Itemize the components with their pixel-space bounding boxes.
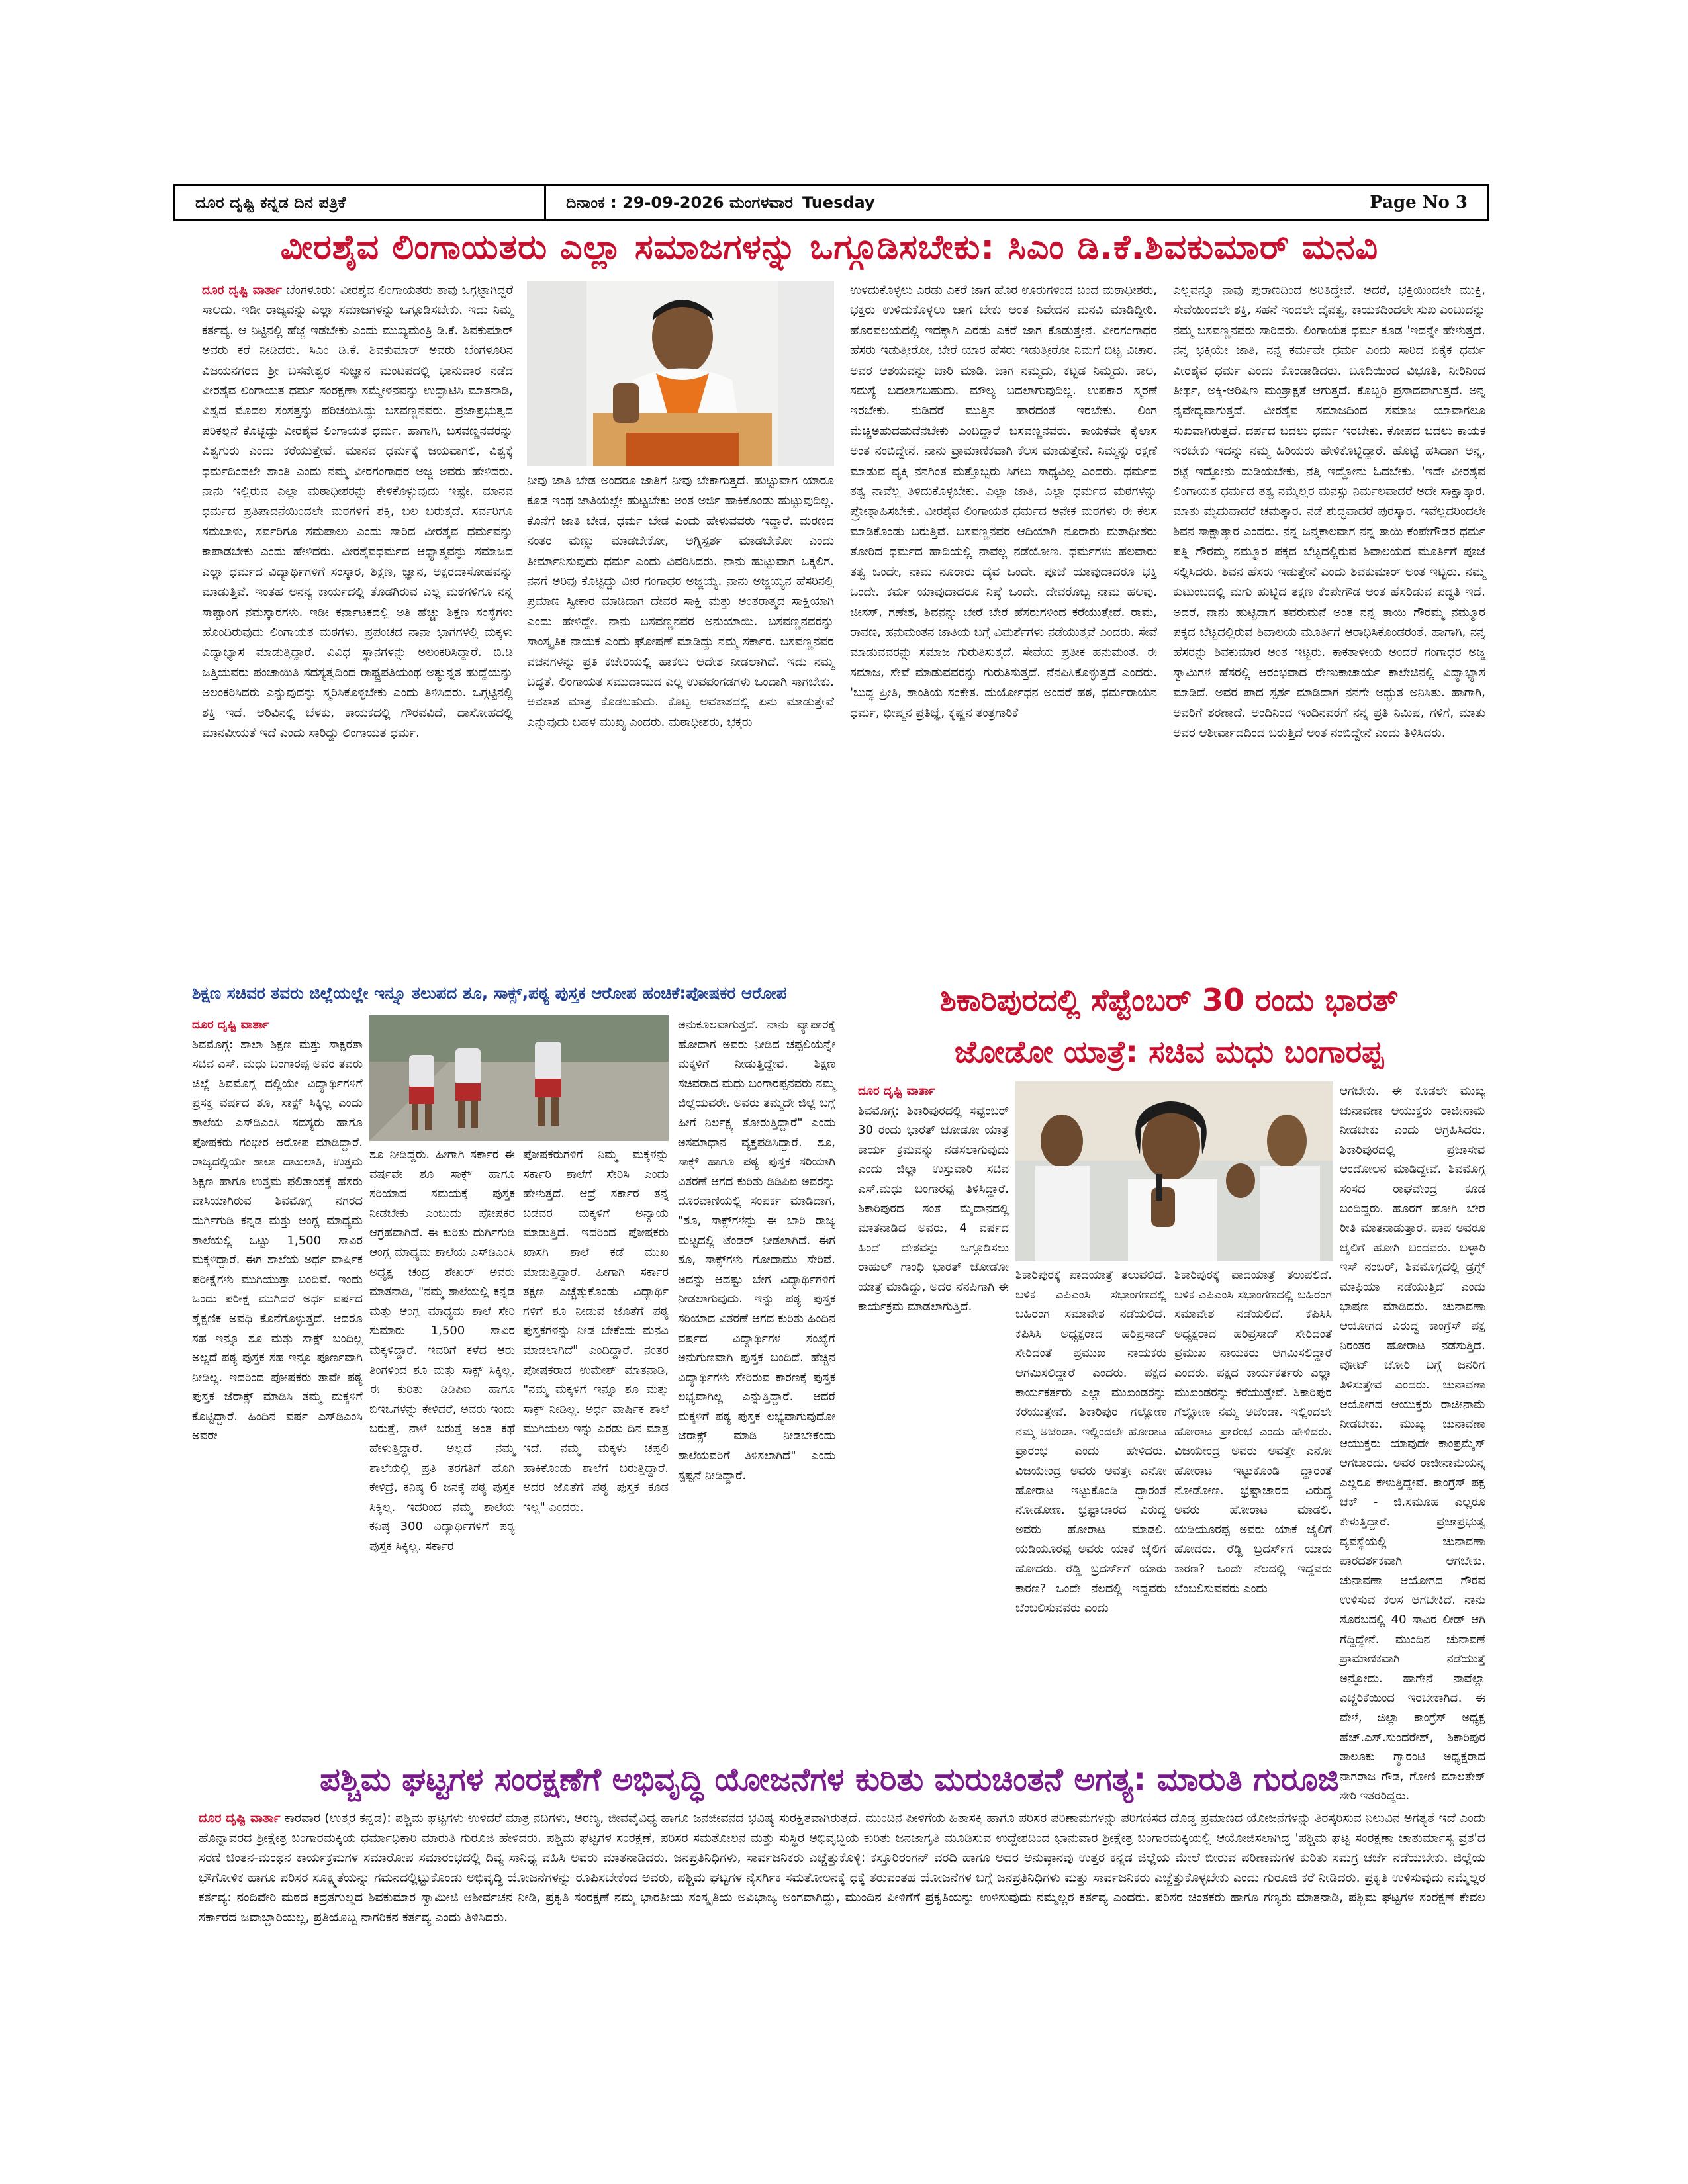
story3-column-1 xyxy=(1015,1265,1166,1750)
story2-photo-children xyxy=(369,1015,669,1141)
speaker-image xyxy=(527,281,834,466)
story1-column-1 xyxy=(202,281,513,973)
story1-column-3 xyxy=(850,281,1157,973)
masthead xyxy=(173,184,1489,221)
children-walking-image xyxy=(369,1015,669,1141)
page-number: Page No 3 xyxy=(1370,193,1468,212)
story2-text-3: ಪೋಷಕರುಗಳಿಗೆ ನಿಮ್ಮ ಮಕ್ಕಳನ್ನು ಸರ್ಕಾರಿ ಶಾಲೆಗೆ ಸೇರಿಸಿ ಎಂದು ಹೇಳುತ್ತದೆ. ಆದ್ರೆ ಸರ್ಕಾರ ತನ್ನ ಬಡವರ ಮಕ್ಕಳಿಗೆ ಅನ್ಯಾಯ ಮಾಡುತ್ತಿದೆ. ಇದರಿಂದ ಪೋಷಕರು ಖಾಸಗಿ ಶಾಲೆ ಕಡೆ ಮುಖ ಮಾಡುತ್ತಿದ್ದಾರೆ. ಹೀಗಾಗಿ ಸರ್ಕಾರ ತಕ್ಷಣ ಎಚ್ಚೆತ್ತುಕೊಂಡು ವಿದ್ಯಾರ್ಥಿ ಗಳಿಗೆ ಶೂ ನೀಡುವ ಜೊತೆಗೆ ಪಠ್ಯ ಪುಸ್ತಕಗಳನ್ನು ನೀಡ ಬೇಕೆಂದು ಮನವಿ ಮಾಡಲಾಗಿದೆ" ಎಂದಿದ್ದಾರೆ. ನಂತರ ಪೋಷಕರಾದ ಉಮೇಶ್ ಮಾತನಾಡಿ, "ನಮ್ಮ ಮಕ್ಕಳಿಗೆ ಇನ್ನೂ ಶೂ ಮತ್ತು ಸಾಕ್ಸ್ ನೀಡಿಲ್ಲ. ಅರ್ಧ ವಾರ್ಷಿಕ ಶಾಲೆ ಮುಗಿಯಲು ಇನ್ನು ಎರಡು ದಿನ ಮಾತ್ರ ಇದೆ. ನಮ್ಮ ಮಕ್ಕಳು ಚಪ್ಪಲಿ ಹಾಕಿಕೊಂಡು ಶಾಲೆಗೆ ಬರುತ್ತಿದ್ದಾರೆ. ಅದರ ಜೊತೆಗೆ ಪಠ್ಯ ಪುಸ್ತಕ ಕೂಡ ಇಲ್ಲ" ಎಂದರು. xyxy=(523,1148,669,1514)
story4-text: ಕಾರವಾರ (ಉತ್ತರ ಕನ್ನಡ): ಪಶ್ಚಿಮ ಘಟ್ಟಗಳು ಉಳಿದರೆ ಮಾತ್ರ ನದಿಗಳು, ಅರಣ್ಯ, ಜೀವವೈವಿಧ್ಯ ಹಾಗೂ ಜನಜೀವನದ ಭವಿಷ್ಯ ಸುರಕ್ಷಿತವಾಗಿರುತ್ತದೆ. ಮುಂದಿನ ಪೀಳಿಗೆಯ ಹಿತಾಸಕ್ತಿ ಹಾಗೂ ಪರಿಸರ ಪರಿಣಾಮಗಳನ್ನು ಪರಿಗಣಿಸದ ದೊಡ್ಡ ಪ್ರಮಾಣದ ಯೋಜನೆಗಳನ್ನು ತಿರಸ್ಕರಿಸುವ ನಿಲುವಿನ ಅಗತ್ಯತೆ ಇದೆ ಎಂದು ಹೊನ್ನಾವರದ ಶ್ರೀಕ್ಷೇತ್ರ ಬಂಗಾರಮಕ್ಕಿಯ ಧರ್ಮಾಧಿಕಾರಿ ಮಾರುತಿ ಗುರೂಜಿ ಹೇಳಿದರು. ಪಶ್ಚಿಮ ಘಟ್ಟಗಳ ಸಂರಕ್ಷಣೆ, ಪರಿಸರ ಸಮತೋಲನ ಮತ್ತು ಸುಸ್ಥಿರ ಅಭಿವೃದ್ಧಿಯ ಕುರಿತು ಜನಜಾಗೃತಿ ಮೂಡಿಸುವ ಉದ್ದೇಶದಿಂದ ಭಾನುವಾರ ಶ್ರೀಕ್ಷೇತ್ರ ಬಂಗಾರಮಕ್ಕಿಯಲ್ಲಿ ಆಯೋಜಿಸಲಾಗಿದ್ದ 'ಪಶ್ಚಿಮ ಘಟ್ಟ ಸಂರಕ್ಷಣಾ ಚಾತುರ್ಮಾಸ್ಯ ವ್ರತ'ದ ಸರಣಿ ಚಿಂತನ-ಮಂಥನ ಕಾರ್ಯಕ್ರಮಗಳ ಸಮಾರೋಪ ಸಮಾರಂಭದಲ್ಲಿ ದಿವ್ಯ ಸಾನಿಧ್ಯ ವಹಿಸಿ ಅವರು ಮಾತನಾಡಿದರು. ಜನಪ್ರತಿನಿಧಿಗಳು, ಸಾರ್ವಜನಿಕರು ಎಚ್ಚೆತ್ತುಕೊಳ್ಳಿ: ಕಸ್ತೂರಿರಂಗನ್ ವರದಿ ಹಾಗೂ ಅದರ ಅನುಷ್ಠಾನವು ಉತ್ತರ ಕನ್ನಡ ಜಿಲ್ಲೆಯ ಮೇಲೆ ಬೀರುವ ಪರಿಣಾಮಗಳ ಕುರಿತು ಸಮಗ್ರ ಚರ್ಚೆ ನಡೆಯಬೇಕು. ಜಿಲ್ಲೆಯ ಭೌಗೋಳಿಕ ಹಾಗೂ ಪರಿಸರ ಸೂಕ್ಷ್ಮತೆಯನ್ನು ಗಮನದಲ್ಲಿಟ್ಟುಕೊಂಡು ಅಭಿವೃದ್ಧಿ ಯೋಜನೆಗಳನ್ನು ರೂಪಿಸಬೇಕೆಂದ ಅವರು, ಪಶ್ಚಿಮ ಘಟ್ಟಗಳ ನೈಸರ್ಗಿಕ ಸಮತೋಲನಕ್ಕೆ ಧಕ್ಕೆ ತರುವಂತಹ ಯೋಜನೆಗಳ ಬಗ್ಗೆ ಜನಪ್ರತಿನಿಧಿಗಳು ಮತ್ತು ಸಾರ್ವಜನಿಕರು ಎಚ್ಚೆತ್ತುಕೊಳ್ಳಬೇಕು ಎಂದು ಗುರೂಜಿ ಕರೆ ನೀಡಿದರು. ಪ್ರಕೃತಿ ಉಳಿಸುವುದು ನಮ್ಮೆಲ್ಲರ ಕರ್ತವ್ಯ: ನಂದಿವೇರಿ ಮಠದ ಕದ್ರತಗುಲ್ಡದ ಶಿವಕುಮಾರ ಸ್ವಾಮೀಜಿ ಆಶೀರ್ವಚನ ನೀಡಿ, ಪ್ರಕೃತಿ ಸಂರಕ್ಷಣೆ ನಮ್ಮ ಭಾರತೀಯ ಸಂಸ್ಕೃತಿಯ ಅವಿಭಾಜ್ಯ ಅಂಗವಾಗಿದ್ದು, ಮುಂದಿನ ಪೀಳಿಗೆಗೆ ಪ್ರಕೃತಿಯನ್ನು ಉಳಿಸುವುದು ನಮ್ಮೆಲ್ಲರ ಕರ್ತವ್ಯ ಎಂದರು. ಪರಿಸರ ಚಿಂತಕರು ಹಾಗೂ ಗಣ್ಯರು ಮಾತನಾಡಿ, ಪಶ್ಚಿಮ ಘಟ್ಟಗಳ ಸಂರಕ್ಷಣೆ ಕೇವಲ ಸರ್ಕಾರದ ಜವಾಬ್ದಾರಿಯಲ್ಲ, ಪ್ರತಿಯೊಬ್ಬ ನಾಗರಿಕನ ಕರ್ತವ್ಯ ಎಂದು ತಿಳಿಸಿದರು. xyxy=(199,1811,1485,1925)
story3-text-1b: ಶಿಕಾರಿಪುರಕ್ಕೆ ಪಾದಯಾತ್ರೆ ತಲುಪಲಿದೆ. ಬಳಿಕ ಎಪಿಎಂಸಿ ಸಭಾಂಗಣದಲ್ಲಿ ಬಹಿರಂಗ ಸಮಾವೇಶ ನಡೆಯಲಿದೆ. ಕೆಪಿಸಿಸಿ ಅಧ್ಯಕ್ಷರಾದ ಹರಿಪ್ರಸಾದ್ ಸೇರಿದಂತೆ ಪ್ರಮುಖ ನಾಯಕರು ಆಗಮಿಸಲಿದ್ದಾರೆ ಎಂದರು. ಪಕ್ಷದ ಕಾರ್ಯಕರ್ತರು ಎಲ್ಲಾ ಮುಖಂಡರನ್ನು ಕರೆಯುತ್ತೇವೆ. ಶಿಕಾರಿಪುರ ಗೆಲ್ಲೋಣ ನಮ್ಮ ಅಜೆಂಡಾ. ಇಲ್ಲಿಂದಲೇ ಹೋರಾಟ ಪ್ರಾರಂಭ ಎಂದು ಹೇಳಿದರು. ವಿಜಯೇಂದ್ರ ಅವರು ಅವತ್ತೇ ಎನೋ ಹೋರಾಟ ಇಟ್ಟುಕೊಂಡಿ ದ್ದಾರಂತೆ ನೋಡೋಣ. ಭ್ರಷ್ಟಾಚಾರದ ವಿರುದ್ಧ ಅವರು ಹೋರಾಟ ಮಾಡಲಿ. ಯಡಿಯೂರಪ್ಪ ಅವರು ಯಾಕೆ ಜೈಲಿಗೆ ಹೋದರು. ರೆಡ್ಡಿ ಬ್ರದರ್ಸ್‌ಗೆ ಯಾರು ಕಾರಣ? ಒಂದೇ ನೆಲದಲ್ಲಿ ಇದ್ದವರು ಬೆಂಬಲಿಸುವವರು ಎಂದು xyxy=(1174,1268,1332,1596)
story2-column-1 xyxy=(192,1015,363,1750)
story4-headline: ಪಶ್ಚಿಮ ಘಟ್ಟಗಳ ಸಂರಕ್ಷಣೆಗೆ ಅಭಿವೃದ್ಧಿ ಯೋಜನೆಗಳ ಕುರಿತು ಮರುಚಿಂತನೆ ಅಗತ್ಯ: ಮಾರುತಿ ಗುರೂಜಿ xyxy=(320,1761,1339,1798)
story3-text-2: ಆಗಬೇಕು. ಈ ಕೂಡಲೇ ಮುಖ್ಯ ಚುನಾವಣಾ ಆಯುಕ್ತರು ರಾಜೀನಾಮೆ ನೀಡಬೇಕು ಎಂದು ಆಗ್ರಹಿಸಿದರು. ಶಿಕಾರಿಪುರದಲ್ಲಿ ಪ್ರಜಾಸೇವೆ ಆಂದೋಲನ ಮಾಡಿದ್ದೇವೆ. ಶಿವಮೊಗ್ಗ ಸಂಸದ ರಾಘವೇಂದ್ರ ಕೂಡ ಬಂದಿದ್ದರು. ಹೊರಗೆ ಹೋಗಿ ಬೇರೆ ರೀತಿ ಮಾತನಾಡುತ್ತಾರೆ. ಪಾಪ ಅವರೂ ಜೈಲಿಗೆ ಹೋಗಿ ಬಂದವರು. ಬಳ್ಳಾರಿ ಇಸ್ ನಂಬರ್, ಶಿವಮೊಗ್ಗದಲ್ಲಿ ಡ್ರಗ್ಸ್ ಮಾಫಿಯಾ ನಡೆಯುತ್ತಿದೆ ಎಂದು ಭಾಷಣ ಮಾಡಿದರು. ಚುನಾವಣಾ ಆಯೋಗದ ವಿರುದ್ಧ ಕಾಂಗ್ರೆಸ್ ಪಕ್ಷ ನಿರಂತರ ಹೋರಾಟ ನಡೆಸುತ್ತಿದೆ. ವೋಟ್ ಚೋರಿ ಬಗ್ಗೆ ಜನರಿಗೆ ತಿಳಿಸುತ್ತೇವೆ ಎಂದರು. ಚುನಾವಣಾ ಆಯೋಗದ ಆಯುಕ್ತರು ರಾಜೀನಾಮೆ ನೀಡಬೇಕು. ಮುಖ್ಯ ಚುನಾವಣಾ ಆಯುಕ್ತರು ಯಾವುದೇ ಕಾಂಪ್ರಮೈಸ್ ಆಗಬಾರದು. ಅವರ ರಾಜೀನಾಮೆಯನ್ನ ಎಲ್ಲರೂ ಕೇಳುತ್ತಿದ್ದೇವೆ. ಕಾಂಗ್ರೆಸ್ ಪಕ್ಷ ಚೆಕ್ - ಜಿ.ಸಮೂಹ ಎಲ್ಲರೂ ಕೇಳುತ್ತಿದ್ದಾರೆ. ಪ್ರಜಾಪ್ರಭುತ್ವ ವ್ಯವಸ್ಥೆಯಲ್ಲಿ ಚುನಾವಣಾ ಪಾರದರ್ಶಕವಾಗಿ ಆಗಬೇಕು. ಚುನಾವಣಾ ಆಯೋಗದ ಗೌರವ ಉಳಿಸುವ ಕೆಲಸ ಆಗಬೇಕಿದೆ. ನಾನು ಸೊರಬದಲ್ಲಿ 40 ಸಾವಿರ ಲೀಡ್ ಆಗಿ ಗೆದ್ದಿದ್ದೇನೆ. ಮುಂದಿನ ಚುನಾವಣೆ ಪ್ರಾಮಾಣಿಕವಾಗಿ ನಡೆಯುತ್ತೆ ಅನ್ನೋದು. ಹಾಗೇನೆ ನಾವೆಲ್ಲಾ ಎಚ್ಚರಿಕೆಯಿಂದ ಇರಬೇಕಾಗಿದೆ. ಈ ವೇಳೆ, ಜಿಲ್ಲಾ ಕಾಂಗ್ರೆಸ್ ಅಧ್ಯಕ್ಷ ಹೆಚ್.ಎಸ್.ಸುಂದರೇಶ್, ಶಿಕಾರಿಪುರ ತಾಲೂಕು ಗ್ಯಾರಂಟಿ ಅಧ್ಯಕ್ಷರಾದ ನಾಗರಾಜ ಗೌಡ, ಗೋಣಿ ಮಾಲತೇಶ್ ಸೇರಿ ಇತರರಿದ್ದರು. xyxy=(1340,1084,1485,1803)
story2-headline: ಶಿಕ್ಷಣ ಸಚಿವರ ತವರು ಜಿಲ್ಲೆಯಲ್ಲೇ ಇನ್ನೂ ತಲುಪದ ಶೂ, ಸಾಕ್ಸ್,ಪಠ್ಯ ಪುಸ್ತಕ ಆರೋಪ ಹಂಚಿಕೆ:ಪೋಷಕರ ಆರೋಪ xyxy=(192,983,787,1003)
story3-text-1: ಶಿಕಾರಿಪುರಕ್ಕೆ ಪಾದಯಾತ್ರೆ ತಲುಪಲಿದೆ. ಬಳಿಕ ಎಪಿಎಂಸಿ ಸಭಾಂಗಣದಲ್ಲಿ ಬಹಿರಂಗ ಸಮಾವೇಶ ನಡೆಯಲಿದೆ. ಕೆಪಿಸಿಸಿ ಅಧ್ಯಕ್ಷರಾದ ಹರಿಪ್ರಸಾದ್ ಸೇರಿದಂತೆ ಪ್ರಮುಖ ನಾಯಕರು ಆಗಮಿಸಲಿದ್ದಾರೆ ಎಂದರು. ಪಕ್ಷದ ಕಾರ್ಯಕರ್ತರು ಎಲ್ಲಾ ಮುಖಂಡರನ್ನು ಕರೆಯುತ್ತೇವೆ. ಶಿಕಾರಿಪುರ ಗೆಲ್ಲೋಣ ನಮ್ಮ ಅಜೆಂಡಾ. ಇಲ್ಲಿಂದಲೇ ಹೋರಾಟ ಪ್ರಾರಂಭ ಎಂದು ಹೇಳಿದರು. ವಿಜಯೇಂದ್ರ ಅವರು ಅವತ್ತೇ ಎನೋ ಹೋರಾಟ ಇಟ್ಟುಕೊಂಡಿ ದ್ದಾರಂತೆ ನೋಡೋಣ. ಭ್ರಷ್ಟಾಚಾರದ ವಿರುದ್ಧ ಅವರು ಹೋರಾಟ ಮಾಡಲಿ. ಯಡಿಯೂರಪ್ಪ ಅವರು ಯಾಕೆ ಜೈಲಿಗೆ ಹೋದರು. ರೆಡ್ಡಿ ಬ್ರದರ್ಸ್‌ಗೆ ಯಾರು ಕಾರಣ? ಒಂದೇ ನೆಲದಲ್ಲಿ ಇದ್ದವರು ಬೆಂಬಲಿಸುವವರು ಎಂದು xyxy=(1015,1268,1166,1615)
story1-text-4: ಎಲ್ಲವನ್ನೂ ನಾವು ಪುರಾಣದಿಂದ ಅರಿತಿದ್ದೇವೆ. ಅದರೆ, ಭಕ್ತಿಯಿಂದಲೇ ಮುಕ್ತಿ, ಸೇವೆಯಿಂದಲೇ ಶಕ್ತಿ, ಸಹನೆ ಇಂದಲೇ ದೈವತ್ವ, ಕಾಯಕದಿಂದಲೇ ಸುಖ ಎಂಬುದನ್ನು ನಮ್ಮ ಬಸವಣ್ಣನವರು ಸಾರಿದರು. ಲಿಂಗಾಯತ ಧರ್ಮ ಕೂಡ 'ಇದನ್ನೇ ಹೇಳುತ್ತದೆ. ನನ್ನ ಭಕ್ತಿಯೇ ಜಾತಿ, ನನ್ನ ಕರ್ಮವೇ ಧರ್ಮ ಎಂದು ಸಾರಿದ ಏಕೈಕ ಧರ್ಮ ವೀರಶೈವ ಧರ್ಮ ಎಂದು ಕೊಂಡಾಡಿದರು. ಬೂದಿಯಿಂದ ವಿಭೂತಿ, ನೀರಿನಿಂದ ತೀರ್ಥ, ಅಕ್ಕಿ-ಅರಿಷಿಣ ಮಂತ್ರಾಕ್ಷತೆ ಆಗುತ್ತದೆ. ಕೊಬ್ಬರಿ ಪ್ರಸಾದವಾಗುತ್ತದೆ. ಅನ್ನ ನೈವೇದ್ಯವಾಗುತ್ತದೆ. ವೀರಶೈವ ಸಮಾಜದಿಂದ ಸಮಾಜ ಯಾವಾಗಲೂ ಸುಖವಾಗಿರುತ್ತದೆ. ದರ್ಪದ ಬದಲು ಧರ್ಮ ಇರಬೇಕು. ಕೋಪದ ಬದಲು ಕಾಯಕ ಇರಬೇಕು ಇದನ್ನು ನಮ್ಮ ಹಿರಿಯರು ಹೇಳಿಕೊಟ್ಟಿದ್ದಾರೆ. ಹೊಟ್ಟೆ ಹಸಿದಾಗ ಅನ್ನ, ರಟ್ಟೆ ಇದ್ದೋನು ದುಡಿಯಬೇಕು, ನೆತ್ತಿ ಇದ್ದೋನು ಓದಬೇಕು. 'ಇದೇ ವೀರಶೈವ ಲಿಂಗಾಯತ ಧರ್ಮದ ತತ್ವ ನಮ್ಮೆಲ್ಲರ ಮನಸ್ಸು ನಿರ್ಮಲವಾದರೆ ಅದೇ ಸಾಕ್ಷಾತ್ಕಾರ. ಮಾತು ಮೃದುವಾದರೆ ಚಮತ್ಕಾರ. ನಡೆ ಶುದ್ಧವಾದರೆ ಪುರಸ್ಕಾರ. ಇವೆಲ್ಲದರಿಂದಲೇ ಶಿವನ ಸಾಕ್ಷಾತ್ಕಾರ ಎಂದರು. ನನ್ನ ಜನ್ಮಕಾಲವಾಗ ನನ್ನ ತಾಯಿ ಕೆಂಪೇಗೌಡರ ಧರ್ಮ ಪತ್ನಿ ಗೌರಮ್ಮ ನಮ್ಮೂರ ಪಕ್ಕದ ಬೆಟ್ಟದಲ್ಲಿರುವ ಶಿವಾಲಯದ ಮೂರ್ತಿಗೆ ಪೂಜೆ ಸಲ್ಲಿಸಿದರು. ಶಿವನ ಹೆಸರು ಇಡುತ್ತೇನೆ ಎಂದು ಶಿವಕುಮಾರ್ ಅಂತ ಇಟ್ಟರು. ನಮ್ಮ ಕುಟುಂಬದಲ್ಲಿ ಮಗು ಹುಟ್ಟಿದ ತಕ್ಷಣ ಕೆಂಪೇಗೌಡ ಅಂತ ಹೆಸರಿಡುವ ಪದ್ಧತಿ ಇದೆ. ಅದರೆ, ನಾನು ಹುಟ್ಟಿದಾಗ ತವರುಮನೆ ಅಂತ ನನ್ನ ತಾಯಿ ಗೌರಮ್ಮ ನಮ್ಮೂರ ಪಕ್ಕದ ಬೆಟ್ಟದಲ್ಲಿರುವ ಶಿವಾಲಯ ಮೂರ್ತಿಗೆ ಆರಾಧಿಸಿಕೊಂಡರಂತೆ. ಹಾಗಾಗಿ, ನನ್ನ ಹೆಸರನ್ನು ಶಿವಕುಮಾರ ಅಂತ ಇಟ್ಟರು. ಕಾಕತಾಳೀಯ ಅಂದರೆ ಗಂಗಾಧರ ಅಜ್ಜ ಸ್ವಾಮಿಗಳ ಹೆಸರಲ್ಲಿ ಆರಂಭವಾದ ರೇಣುಕಾಚಾರ್ಯ ಕಾಲೇಜಿನಲ್ಲಿ ವಿದ್ಯಾಭ್ಯಾಸ ಮಾಡಿದೆ. ಅವರ ಪಾದ ಸ್ಪರ್ಶ ಮಾಡಿದಾಗ ನನಗೇ ಅದ್ಭುತ ಅನಿಸಿತು. ಹಾಗಾಗಿ, ಅವರಿಗೆ ಶರಣಾದೆ. ಅಂದಿನಿಂದ ಇಂದಿನವರೆಗೆ ನನ್ನ ಪ್ರತಿ ನಿಮಿಷ, ಗಳಿಗೆ, ಮಾತು ಅವರ ಆಶೀರ್ವಾದದಿಂದ ಬರುತ್ತಿದೆ ಅಂತ ನಂಬಿದ್ದೇನೆ ಎಂದು ತಿಳಿಸಿದರು. xyxy=(1173,283,1485,740)
story2-byline: ದೂರ ದೃಷ್ಟಿ ವಾರ್ತಾ xyxy=(192,1018,269,1032)
story1-byline: ದೂರ ದೃಷ್ಟಿ ವಾರ್ತಾ xyxy=(202,283,282,297)
story1-photo-speaker xyxy=(527,281,834,466)
story3-headline-line2: ಜೋಡೋ ಯಾತ್ರೆ: ಸಚಿವ ಮಧು ಬಂಗಾರಪ್ಪ xyxy=(954,1034,1384,1069)
story1-headline: ವೀರಶೈವ ಲಿಂಗಾಯತರು ಎಲ್ಲಾ ಸಮಾಜಗಳನ್ನು ಒಗ್ಗೂಡಿಸಬೇಕು: ಸಿಎಂ ಡಿ.ಕೆ.ಶಿವಕುಮಾರ್ ಮನವಿ xyxy=(280,228,1379,267)
story3-column-1b xyxy=(1174,1265,1332,1750)
story2-text-1: ಶಿವಮೊಗ್ಗ: ಶಾಲಾ ಶಿಕ್ಷಣ ಮತ್ತು ಸಾಕ್ಷರತಾ ಸಚಿವ ಎಸ್. ಮಧು ಬಂಗಾರಪ್ಪ ಅವರ ತವರು ಜಿಲ್ಲೆ ಶಿವಮೊಗ್ಗ ದಲ್ಲಿಯೇ ವಿದ್ಯಾರ್ಥಿಗಳಿಗೆ ಪ್ರಸಕ್ತ ವರ್ಷದ ಶೂ, ಸಾಕ್ಸ್ ಸಿಕ್ಕಿಲ್ಲ ಎಂದು ಶಾಲೆಯ ಎಸ್‌ಡಿಎಂಸಿ ಸದಸ್ಯರು ಹಾಗೂ ಪೋಷಕರು ಗಂಭೀರ ಆರೋಪ ಮಾಡಿದ್ದಾರೆ. ರಾಜ್ಯದಲ್ಲಿಯೇ ಶಾಲಾ ದಾಖಲಾತಿ, ಉತ್ತಮ ಶಿಕ್ಷಣ ಹಾಗೂ ಉತ್ತಮ ಫಲಿತಾಂಶಕ್ಕೆ ಹೆಸರು ವಾಸಿಯಾಗಿರುವ ಶಿವಮೊಗ್ಗ ನಗರದ ದುರ್ಗಿಗುಡಿ ಕನ್ನಡ ಮತ್ತು ಆಂಗ್ಲ ಮಾಧ್ಯಮ ಶಾಲೆಯಲ್ಲಿ ಒಟ್ಟು 1,500 ಸಾವಿರ ಮಕ್ಕಳಿದ್ದಾರೆ. ಈಗ ಶಾಲೆಯ ಅರ್ಧ ವಾರ್ಷಿಕ ಪರೀಕ್ಷೆಗಳು ಮುಗಿಯುತ್ತಾ ಬಂದಿವೆ. ಇಂದು ಒಂದು ಪರೀಕ್ಷೆ ಮುಗಿದರೆ ಅರ್ಧ ವರ್ಷದ ಶೈಕ್ಷಣಿಕ ಅವಧಿ ಕೊನೆಗೊಳ್ಳುತ್ತದೆ. ಆದರೂ ಸಹ ಇನ್ನೂ ಶೂ ಮತ್ತು ಸಾಕ್ಸ್ ಬಂದಿಲ್ಲ ಅಲ್ಲದೆ ಪಠ್ಯ ಪುಸ್ತಕ ಸಹ ಇನ್ನೂ ಪೂರ್ಣವಾಗಿ ನೀಡಿಲ್ಲ. ಇದರಿಂದ ಪೋಷಕರು ತಾವೇ ಪಠ್ಯ ಪುಸ್ತಕ ಜೆರಾಕ್ಸ್ ಮಾಡಿಸಿ ತಮ್ಮ ಮಕ್ಕಳಿಗೆ ಕೊಟ್ಟಿದ್ದಾರೆ. ಹಿಂದಿನ ವರ್ಷ ಎಸ್‌ಡಿಎಂಸಿ ಅವರೇ xyxy=(192,1037,363,1443)
story1-column-4 xyxy=(1173,281,1485,973)
story3-photo-press-meet xyxy=(1015,1081,1333,1261)
story3-column-1-top xyxy=(858,1081,1009,1373)
story1-column-2 xyxy=(527,471,834,973)
story2-column-3 xyxy=(523,1145,669,1750)
story2-text-2: ಶೂ ನೀಡಿದ್ದರು. ಹೀಗಾಗಿ ಸರ್ಕಾರ ಈ ವರ್ಷವೇ ಶೂ ಸಾಕ್ಸ್ ಹಾಗೂ ಸರಿಯಾದ ಸಮಯಕ್ಕೆ ಪುಸ್ತಕ ನೀಡಬೇಕು ಎಂಬುದು ಪೋಷಕರ ಆಗ್ರಹವಾಗಿದೆ. ಈ ಕುರಿತು ದುರ್ಗಿಗುಡಿ ಆಂಗ್ಲ ಮಾಧ್ಯಮ ಶಾಲೆಯ ಎಸ್‌ಡಿಎಂಸಿ ಅಧ್ಯಕ್ಷ ಚಂದ್ರ ಶೇಖರ್ ಅವರು ಮಾತನಾಡಿ, "ನಮ್ಮ ಶಾಲೆಯಲ್ಲಿ ಕನ್ನಡ ಮತ್ತು ಆಂಗ್ಲ ಮಾಧ್ಯಮ ಶಾಲೆ ಸೇರಿ ಸುಮಾರು 1,500 ಸಾವಿರ ಮಕ್ಕಳಿದ್ದಾರೆ. ಇವರಿಗೆ ಕಳೆದ ಆರು ತಿಂಗಳಿಂದ ಶೂ ಮತ್ತು ಸಾಕ್ಸ್ ಸಿಕ್ಕಿಲ್ಲ. ಈ ಕುರಿತು ಡಿಡಿಪಿಐ ಹಾಗೂ ಬಿಇಒಗಳನ್ನು ಕೇಳಿದರೆ, ಅವರು ಇಂದು ಬರುತ್ತೆ, ನಾಳೆ ಬರುತ್ತೆ ಅಂತ ಕಥೆ ಹೇಳುತ್ತಿದ್ದಾರೆ. ಅಲ್ಲದೆ ನಮ್ಮ ಶಾಲೆಯಲ್ಲಿ ಪ್ರತಿ ತರಗತಿಗೆ ಹೊಗಿ ಕೇಳಿದ್ರೆ, ಕನಿಷ್ಠ 6 ಜನಕ್ಕೆ ಪಠ್ಯ ಪುಸ್ತಕ ಸಿಕ್ಕಿಲ್ಲ. ಇದರಿಂದ ನಮ್ಮ ಶಾಲೆಯ ಕನಿಷ್ಠ 300 ವಿದ್ಯಾರ್ಥಿಗಳಿಗೆ ಪಠ್ಯ ಪುಸ್ತಕ ಸಿಕ್ಕಿಲ್ಲ. ಸರ್ಕಾರ xyxy=(369,1148,515,1553)
paper-name: ದೂರ ದೃಷ್ಟಿ ಕನ್ನಡ ದಿನ ಪತ್ರಿಕೆ xyxy=(175,186,546,219)
story3-byline: ದೂರ ದೃಷ್ಟಿ ವಾರ್ತಾ xyxy=(858,1084,935,1098)
story1-text-2: ನೀವು ಜಾತಿ ಬೇಡ ಅಂದರೂ ಜಾತಿಗೆ ನೀವು ಬೇಕಾಗುತ್ತದೆ. ಹುಟ್ಟುವಾಗ ಯಾರೂ ಕೂಡ ಇಂಥ ಜಾತಿಯಲ್ಲೇ ಹುಟ್ಟಬೇಕು ಅಂತ ಅರ್ಜಿ ಹಾಕಿಕೊಂಡು ಹುಟ್ಟುವುದಿಲ್ಲ. ಕೊನೆಗೆ ಜಾತಿ ಬೇಡ, ಧರ್ಮ ಬೇಡ ಎಂದು ಹೇಳುವವರು ಇದ್ದಾರೆ. ಮರಣದ ನಂತರ ಮಣ್ಣು ಮಾಡಬೇಕೋ, ಅಗ್ನಿಸ್ಪರ್ಶ ಮಾಡಬೇಕೋ ಎಂದು ತೀರ್ಮಾನಿಸುವುದು ಧರ್ಮ ಎಂದು ವಿವರಿಸಿದರು. ನಾನು ಹುಟ್ಟುವಾಗ ಒಕ್ಕಲಿಗ. ನನಗೆ ಅರಿವು ಕೊಟ್ಟಿದ್ದು ವೀರ ಗಂಗಾಧರ ಅಜ್ಜಯ್ಯ. ನಾನು ಅಜ್ಜಯ್ಯನ ಹೆಸರಿನಲ್ಲಿ ಪ್ರಮಾಣ ಸ್ವೀಕಾರ ಮಾಡಿದಾಗ ದೇವರ ಸಾಕ್ಷಿ ಮತ್ತು ಅಂತರಾತ್ಮದ ಸಾಕ್ಷಿಯಾಗಿ ಎಂದು ಹೇಳಿದ್ದೇ. ನಾನು ಬಸವಣ್ಣನವರ ಅನುಯಾಯಿ. ಬಸವಣ್ಣನವರನ್ನು ಸಾಂಸ್ಕೃತಿಕ ನಾಯಕ ಎಂದು ಘೋಷಣೆ ಮಾಡಿದ್ದು ನಮ್ಮ ಸರ್ಕಾರ. ಬಸವಣ್ಣನವರ ವಚನಗಳನ್ನು ಪ್ರತಿ ಕಚೇರಿಯಲ್ಲಿ ಹಾಕಲು ಆದೇಶ ನೀಡಲಾಗಿದೆ. ಇದು ನಮ್ಮ ಬದ್ಧತೆ. ಲಿಂಗಾಯತ ಸಮುದಾಯದ ಎಲ್ಲ ಉಪಪಂಗಡಗಳು ಒಂದಾಗಿ ಸಾಗಬೇಕು. ಅವಕಾಶ ಮಾತ್ರ ಕೊಡಬಹುದು. ಕೊಟ್ಟ ಅವಕಾಶದಲ್ಲಿ ಏನು ಮಾಡುತ್ತೇವೆ ಎನ್ನುವುದು ಬಹಳ ಮುಖ್ಯ ಎಂದರು. ಮಠಾಧೀಶರು, ಭಕ್ತರು xyxy=(527,474,834,729)
story4-body xyxy=(199,1808,1485,2000)
story3-headline-line1: ಶಿಕಾರಿಪುರದಲ್ಲಿ ಸೆಪ್ಟೆಂಬರ್ 30 ರಂದು ಭಾರತ್ xyxy=(939,982,1399,1018)
story2-column-4 xyxy=(678,1015,835,1750)
date-text: ದಿನಾಂಕ : 29-09-2026 ಮಂಗಳವಾರ xyxy=(566,193,793,212)
day-text: Tuesday xyxy=(802,193,875,212)
story2-text-4: ಅನುಕೂಲವಾಗುತ್ತದೆ. ನಾನು ವ್ಯಾಪಾರಕ್ಕೆ ಹೋದಾಗ ಅವರು ನೀಡಿದ ಚಪ್ಪಲಿಯನ್ನೇ ಮಕ್ಕಳಿಗೆ ನೀಡುತ್ತಿದ್ದೇವೆ. ಶಿಕ್ಷಣ ಸಚಿವರಾದ ಮಧು ಬಂಗಾರಪ್ಪನವರು ನಮ್ಮ ಜಿಲ್ಲೆಯವರೇ. ಅವರು ತಮ್ಮದೇ ಜಿಲ್ಲೆ ಬಗ್ಗೆ ಹೀಗೆ ನಿರ್ಲಕ್ಷ್ಯ ತೋರುತ್ತಿದ್ದಾರೆ" ಎಂದು ಅಸಮಾಧಾನ ವ್ಯಕ್ತಪಡಿಸಿದ್ದಾರೆ. ಶೂ, ಸಾಕ್ಸ್ ಹಾಗೂ ಪಠ್ಯ ಪುಸ್ತಕ ಸರಿಯಾಗಿ ವಿತರಣೆ ಆಗದ ಕುರಿತು ಡಿಡಿಪಿಐ ಅವರನ್ನು ದೂರವಾಣಿಯಲ್ಲಿ ಸಂಪರ್ಕ ಮಾಡಿದಾಗ, "ಶೂ, ಸಾಕ್ಸ್‌ಗಳನ್ನು ಈ ಬಾರಿ ರಾಜ್ಯ ಮಟ್ಟದಲ್ಲಿ ಟೆಂಡರ್ ನೀಡಲಾಗಿದೆ. ಈಗ ಶೂ, ಸಾಕ್ಸ್‌ಗಳು ಗೋದಾಮು ಸೇರಿವೆ. ಅದನ್ನು ಆದಷ್ಟು ಬೇಗ ವಿದ್ಯಾರ್ಥಿಗಳಿಗೆ ನೀಡಲಾಗುವುದು. ಇನ್ನು ಪಠ್ಯ ಪುಸ್ತಕ ಸರಿಯಾದ ವಿತರಣೆ ಆಗದ ಕುರಿತು ಹಿಂದಿನ ವರ್ಷದ ವಿದ್ಯಾರ್ಥಿಗಳ ಸಂಖ್ಯೆಗೆ ಅನುಗುಣವಾಗಿ ಪುಸ್ತಕ ಬಂದಿದೆ. ಹೆಚ್ಚಿನ ವಿದ್ಯಾರ್ಥಿಗಳು ಸೇರಿರುವ ಕಾರಣಕ್ಕೆ ಪುಸ್ತಕ ಲಭ್ಯವಾಗಿಲ್ಲ ಎನ್ನುತ್ತಿದ್ದಾರೆ. ಆದರೆ ಮಕ್ಕಳಿಗೆ ಪಠ್ಯ ಪುಸ್ತಕ ಲಭ್ಯವಾಗುವುದೋ ಜೆರಾಕ್ಸ್ ಮಾಡಿ ನೀಡಬೇಕೆಂದು ಶಾಲೆಯವರಿಗೆ ತಿಳಿಸಲಾಗಿದೆ" ಎಂದು ಸ್ಪಷ್ಟನೆ ನೀಡಿದ್ದಾರೆ. xyxy=(678,1018,835,1482)
story1-text-3: ಉಳಿದುಕೊಳ್ಳಲು ಎರಡು ಎಕರೆ ಜಾಗ ಹೊರ ಊರುಗಳಿಂದ ಬಂದ ಮಠಾಧೀಶರು, ಭಕ್ತರು ಉಳಿದುಕೊಳ್ಳಲು ಜಾಗ ಬೇಕು ಅಂತ ನಿವೇದನ ಮನವಿ ಮಾಡಿದ್ದೀರಿ. ಹೊರವಲಯದಲ್ಲಿ ಇದಕ್ಕಾಗಿ ಎರಡು ಎಕರೆ ಜಾಗ ಕೊಡುತ್ತೇನೆ. ವೀರಗಂಗಾಧರ ಹೆಸರು ಇಡುತ್ತೀರೋ, ಬೇರೆ ಯಾರ ಹೆಸರು ಇಡುತ್ತೀರೋ ನಿಮಗೆ ಬಿಟ್ಟ ವಿಚಾರ. ಅವರ ಆಶಯವನ್ನು ಜಾರಿ ಮಾಡಿ. ಜಾಗ ನಮ್ಮದು, ಕಟ್ಟಡ ನಿಮ್ಮದು. ಕಾಲ, ಸಮಸ್ಯೆ ಬದಲಾಗಬಹುದು. ಮೌಲ್ಯ ಬದಲಾಗುವುದಿಲ್ಲ. ಉಪಕಾರ ಸ್ಮರಣೆ ಇರಬೇಕು. ನುಡಿದರೆ ಮುತ್ತಿನ ಹಾರದಂತೆ ಇರಬೇಕು. ಲಿಂಗ ಮೆಚ್ಚಿಅಹುದಹುದೆನಬೇಕು ಎಂದಿದ್ದಾರೆ ಬಸವಣ್ಣನವರು. ಕಾಯಕವೇ ಕೈಲಾಸ ಅಂತ ನಂಬಿದ್ದೇನೆ. ನಾನು ಪ್ರಾಮಾಣಿಕವಾಗಿ ಕೆಲಸ ಮಾಡುತ್ತೇನೆ. ನಿಮ್ಮನ್ನು ರಕ್ಷಣೆ ಮಾಡುವ ವ್ಯಕ್ತಿ ನನಗಿಂತ ಮತ್ತೊಬ್ಬರು ಸಿಗಲು ಸಾಧ್ಯವಿಲ್ಲ ಎಂದರು. ಧರ್ಮದ ತತ್ವ ನಾವೆಲ್ಲ ತಿಳಿದುಕೊಳ್ಳಬೇಕು. ಎಲ್ಲಾ ಜಾತಿ, ಎಲ್ಲಾ ಧರ್ಮದ ಮಠಗಳನ್ನು ಪ್ರೋತ್ಸಾಹಿಸಬೇಕು. ವೀರಶೈವ ಲಿಂಗಾಯತ ಧರ್ಮದ ಅನೇಕ ಮಠಗಳು ಈ ಕೆಲಸ ಮಾಡಿಕೊಂಡು ಬರುತ್ತಿವೆ. ಬಸವಣ್ಣನವರ ಆದಿಯಾಗಿ ನೂರಾರು ಮಠಾಧೀಶರು ತೋರಿದ ಧರ್ಮದ ಹಾದಿಯಲ್ಲಿ ನಾವೆಲ್ಲ ನಡೆಯೋಣ. ಧರ್ಮಗಳು ಹಲವಾರು ತತ್ವ ಒಂದೇ, ನಾಮ ನೂರಾರು ದೈವ ಒಂದೇ. ಪೂಜೆ ಯಾವುದಾದರೂ ಭಕ್ತಿ ಒಂದೇ. ಕರ್ಮ ಯಾವುದಾದರೂ ನಿಷ್ಠೆ ಒಂದೇ. ದೇವರೊಬ್ಬ ನಾಮ ಹಲವು. ಜೀಸಸ್, ಗಣೇಶ, ಶಿವನನ್ನು ಬೇರೆ ಬೇರೆ ಹೆಸರುಗಳಿಂದ ಕರೆಯುತ್ತೇವೆ. ರಾಮ, ರಾವಣ, ಹನುಮಂತನ ಜಾತಿಯ ಬಗ್ಗೆ ವಿಮರ್ಶೆಗಳು ನಡೆಯುತ್ತವೆ ಎಂದರು. ಸೇವೆ ಮಾಡುವವರನ್ನು ಸಮಾಜ ಗುರುತಿಸುತ್ತದೆ. ಸೇವೆಯ ಪ್ರತೀಕ ಹನುಮಂತ. ಈ ಸಮಾಜ, ಸೇವೆ ಮಾಡುವವರನ್ನು ಗುರುತಿಸುತ್ತದೆ. ನೆನಪಿಸಿಕೊಳ್ಳುತ್ತದೆ ಎಂದರು. 'ಬುದ್ಧ ಪ್ರೀತಿ, ಶಾಂತಿಯ ಸಂಕೇತ. ದುರ್ಯೋಧನ ಅಂದರೆ ಹಠ, ಧರ್ಮರಾಯನ ಧರ್ಮ, ಭೀಷ್ಮನ ಪ್ರತಿಜ್ಞೆ, ಕೃಷ್ಣನ ತಂತ್ರಗಾರಿಕೆ xyxy=(850,283,1157,720)
story3-column-2 xyxy=(1340,1081,1485,1803)
press-meet-image xyxy=(1015,1081,1333,1261)
story4-byline: ದೂರ ದೃಷ್ಟಿ ವಾರ್ತಾ xyxy=(199,1811,281,1825)
date-line xyxy=(546,186,1289,219)
story3-text-1-top: ಶಿವಮೊಗ್ಗ: ಶಿಕಾರಿಪುರದಲ್ಲಿ ಸೆಪ್ಟೆಂಬರ್ 30 ರಂದು ಭಾರತ್ ಜೋಡೋ ಯಾತ್ರೆ ಕಾರ್ಯ ಕ್ರಮವನ್ನು ನಡೆಸಲಾಗುವುದು ಎಂದು ಜಿಲ್ಲಾ ಉಸ್ತುವಾರಿ ಸಚಿವ ಎಸ್.ಮಧು ಬಂಗಾರಪ್ಪ ತಿಳಿಸಿದ್ದಾರೆ. ಶಿಕಾರಿಪುರದ ಸಂತೆ ಮೈದಾನದಲ್ಲಿ ಮಾತನಾಡಿದ ಅವರು, 4 ವರ್ಷದ ಹಿಂದೆ ದೇಶವನ್ನು ಒಗ್ಗೂಡಿಸಲು ರಾಹುಲ್ ಗಾಂಧಿ ಭಾರತ್ ಜೋಡೋ ಯಾತ್ರೆ ಮಾಡಿದ್ದು, ಅದರ ನೆನಪಿಗಾಗಿ ಈ ಕಾರ್ಯಕ್ರಮ ಮಾಡಲಾಗುತ್ತಿದೆ. xyxy=(858,1103,1009,1314)
story2-column-2 xyxy=(369,1145,515,1750)
story1-text-1: ಬೆಂಗಳೂರು: ವೀರಶೈವ ಲಿಂಗಾಯತರು ತಾವು ಒಗ್ಗಟ್ಟಾಗಿದ್ದರೆ ಸಾಲದು. ಇಡೀ ರಾಜ್ಯವನ್ನು ಎಲ್ಲಾ ಸಮಾಜಗಳನ್ನು ಒಗ್ಗೂಡಿಸಬೇಕು. ಇದು ನಿಮ್ಮ ಕರ್ತವ್ಯ. ಆ ನಿಟ್ಟಿನಲ್ಲಿ ಹೆಜ್ಜೆ ಇಡಬೇಕು ಎಂದು ಮುಖ್ಯಮಂತ್ರಿ ಡಿ.ಕೆ. ಶಿವಕುಮಾರ್ ಅವರು ಕರೆ ನೀಡಿದರು. ಸಿಎಂ ಡಿ.ಕೆ. ಶಿವಕುಮಾರ್ ಅವರು ಬೆಂಗಳೂರಿನ ವಿಜಯನಗರದ ಶ್ರೀ ಬಸವೇಶ್ವರ ಸುಜ್ಞಾನ ಮಂಟಪದಲ್ಲಿ ಭಾನುವಾರ ನಡೆದ ವೀರಶೈವ ಲಿಂಗಾಯತ ಧರ್ಮ ಸಂರಕ್ಷಣಾ ಸಮ್ಮೇಳನವನ್ನು ಉದ್ಘಾಟಿಸಿ ಮಾತನಾಡಿ, ವಿಶ್ವದ ಮೊದಲ ಸಂಸತ್ತನ್ನು ಪರಿಚಯಿಸಿದ್ದು ಬಸವಣ್ಣನವರು. ಪ್ರಜಾಪ್ರಭುತ್ವದ ಪರಿಕಲ್ಪನೆ ಕೊಟ್ಟಿದ್ದು ವೀರಶೈವ ಲಿಂಗಾಯತ ಧರ್ಮ. ಹಾಗಾಗಿ, ಬಸವಣ್ಣನವರನ್ನು ವಿಶ್ವಗುರು ಎಂದು ಕರೆಯುತ್ತೇವೆ. ಮಾನವ ಧರ್ಮಕ್ಕೆ ಜಯವಾಗಲಿ, ವಿಶ್ವಕ್ಕೆ ಧರ್ಮದಿಂದಲೇ ಶಾಂತಿ ಎಂದು ನಮ್ಮ ವೀರಗಂಗಾಧರ ಅಜ್ಜ ಅವರು ಹೇಳಿದರು. ನಾನು ಇಲ್ಲಿರುವ ಎಲ್ಲಾ ಮಠಾಧೀಶರನ್ನು ಕೇಳಿಕೊಳ್ಳುವುದು ಇಷ್ಟೇ. ಮಾನವ ಧರ್ಮದ ಪ್ರತಿಪಾದನೆಯಿಂದಲೇ ಮಠಗಳಿಗೆ ಶಕ್ತಿ, ಬಲ ಬರುತ್ತದೆ. ಸರ್ವರಿಗೂ ಸಮಬಾಳು, ಸರ್ವರಿಗೂ ಸಮಪಾಲು ಎಂದು ಸಾರಿದ ವೀರಶೈವ ಧರ್ಮವನ್ನು ಕಾಪಾಡಬೇಕು ಎಂದು ಹೇಳಿದರು. ವೀರಶೈವಧರ್ಮದ ಆಧ್ಯಾತ್ಮವನ್ನು ಸಮಾಜದ ಎಲ್ಲಾ ಧರ್ಮದ ವಿದ್ಯಾರ್ಥಿಗಳಿಗೆ ಸಂಸ್ಕಾರ, ಶಿಕ್ಷಣ, ಜ್ಞಾನ, ಅಕ್ಷರದಾಸೋಹವನ್ನು ಮಾಡುತ್ತಿವೆ. ಇಂತಹ ಅನನ್ಯ ಕಾರ್ಯದಲ್ಲಿ ತೊಡಗಿರುವ ಎಲ್ಲ ಮಠಗಳಿಗೂ ನನ್ನ ಸಾಷ್ಟಾಂಗ ನಮಸ್ಕಾರಗಳು. ಇಡೀ ಕರ್ನಾಟಕದಲ್ಲಿ ಅತಿ ಹೆಚ್ಚು ಶಿಕ್ಷಣ ಸಂಸ್ಥೆಗಳು ಹೊಂದಿರುವುದು ಲಿಂಗಾಯತ ಮಠಗಳು. ಪ್ರಪಂಚದ ನಾನಾ ಭಾಗಗಳಲ್ಲಿ ಮಕ್ಕಳು ವಿದ್ಯಾಭ್ಯಾಸ ಮಾಡುತ್ತಿದ್ದಾರೆ. ವಿವಿಧ ಸ್ಥಾನಗಳನ್ನು ಅಲಂಕರಿಸಿದ್ದಾರೆ. ಬಿ.ಡಿ ಜತ್ತಿಯವರು ಪಂಚಾಯಿತಿ ಸದಸ್ಯತ್ವದಿಂದ ರಾಷ್ಟ್ರಪತಿಯಂಥ ಅತ್ಯುನ್ನತ ಹುದ್ದೆಯನ್ನು ಅಲಂಕರಿಸಿದರು ಎನ್ನುವುದನ್ನು ಸ್ಮರಿಸಿಕೊಳ್ಳಬೇಕು ಎಂದು ತಿಳಿಸಿದರು. ಒಗ್ಗಟ್ಟಿನಲ್ಲಿ ಶಕ್ತಿ ಇದೆ. ಅರಿವಿನಲ್ಲಿ ಬೆಳಕು, ಕಾಯಕದಲ್ಲಿ ಗೌರವವಿದೆ, ದಾಸೋಹದಲ್ಲಿ ಮಾನವೀಯತೆ ಇದೆ ಎಂದು ಸಾರಿದ್ದು ಲಿಂಗಾಯತ ಧರ್ಮ. xyxy=(202,283,513,740)
